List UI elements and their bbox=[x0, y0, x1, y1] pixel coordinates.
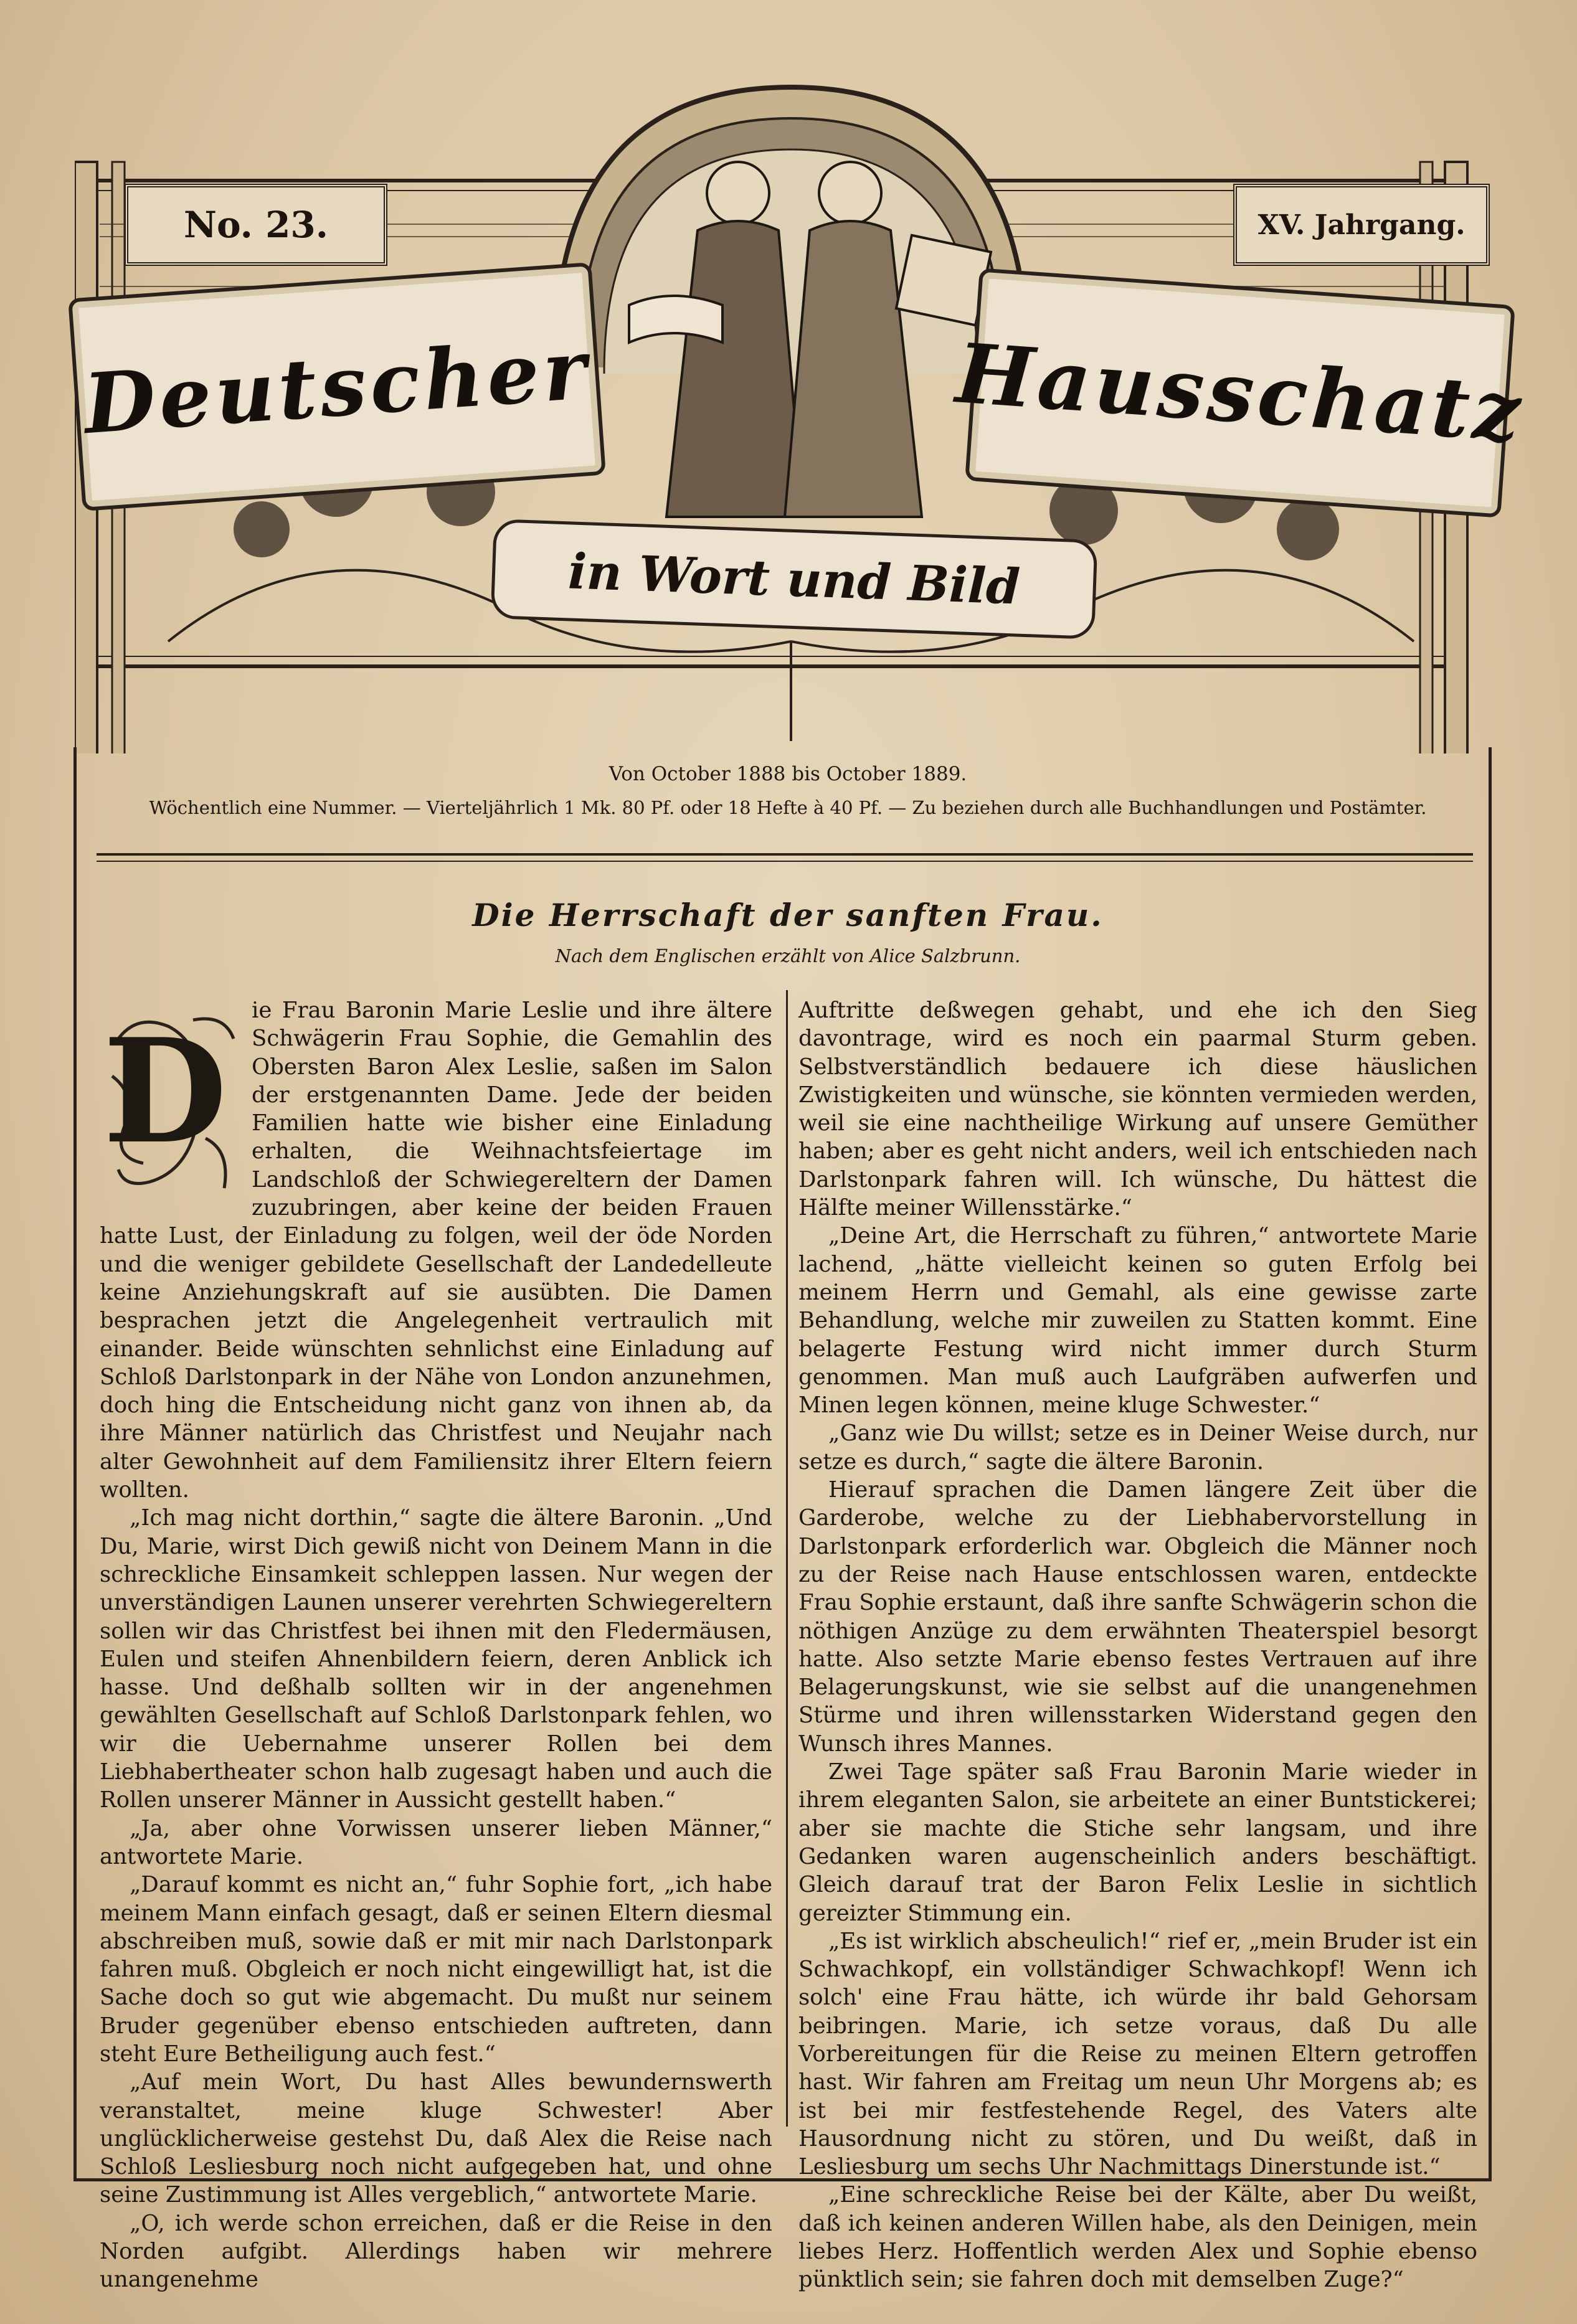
issue-number: No. 23. bbox=[184, 204, 328, 246]
left-paragraph-3: „Ja, aber ohne Vorwissen unserer lieben Männer,“ antwortete Marie. bbox=[100, 1815, 772, 1869]
right-paragraph-1: Auftritte deßwegen gehabt, und ehe ich den Sieg davontrage, wird es noch ein paarmal Sturm geben. Selbstverständlich bedauere ich diese häuslichen Zwistigkeiten und wünsche, sie könnten vermieden werden, weil sie eine nachtheilige Wirkung auf unsere Gemüther haben; aber es geht nicht anders, weil ich entschieden nach Darlstonpark fahren will. Ich wünsche, Du hättest die Hälfte meiner Willensstärke.“ bbox=[798, 998, 1477, 1221]
left-paragraph-1: ie Frau Baronin Marie Leslie und ihre ältere Schwägerin Frau Sophie, die Gemahlin des Obersten Baron Alex Leslie, saßen im Salon der erstgenannten Dame. Jede der beiden Familien hatte wie bisher eine Einladung erhalten, die Weihnachtsfeiertage im Landschloß der Schwiegereltern der Damen zuzubringen, aber keine der beiden Frauen hatte Lust, der Einladung zu folgen, weil der öde Norden und die weniger gebildete Gesellschaft der Landedelleute keine Anziehungskraft auf sie ausübten. Die Damen besprachen jetzt die Angelegenheit vertraulich mit einander. Beide wünschten sehnlichst eine Einladung auf Schloß Darlstonpark in der Nähe von London anzunehmen, doch hing die Entscheidung nicht ganz von ihnen ab, da ihre Männer natürlich das Christfest und Neujahr nach alter Gewohnheit auf dem Familiensitz ihrer Eltern feiern wollten. bbox=[100, 998, 772, 1503]
title-right: Hausschatz bbox=[953, 324, 1527, 461]
subtitle: in Wort und Bild bbox=[567, 542, 1021, 616]
left-paragraph-5: „Auf mein Wort, Du hast Alles bewundernswerth veranstaltet, meine kluge Schwester! Aber unglücklicherweise gestehst Du, daß Alex die Reise nach Schloß Lesliesburg noch nicht aufgegeben hat, und ohne seine Zustimmung ist Alles vergeblich,“ antwortete Marie. bbox=[100, 2069, 772, 2208]
article-column-right bbox=[798, 996, 1477, 2294]
right-paragraph-4: Hierauf sprachen die Damen längere Zeit über die Garderobe, welche zu der Liebhabervorstellung in Darlstonpark erforderlich war. Obgleich die Männer noch zu der Reise nach Hause entschlossen waren, entdeckte Frau Sophie erstaunt, daß ihre sanfte Schwägerin schon die nöthigen Anzüge zu dem erwähnten Theaterspiel besorgt hatte. Also setzte Marie ebenso festes Vertrauen auf ihre Belagerungskunst, wie sie selbst auf die unangenehmen Stürme und ihren willensstarken Widerstand gegen den Wunsch ihres Mannes. bbox=[798, 1477, 1477, 1757]
issue-number-box bbox=[125, 184, 387, 266]
page-border-left bbox=[73, 747, 77, 2180]
title-banner-left bbox=[68, 262, 606, 511]
subscription-text: Wöchentlich eine Nummer. — Vierteljährlich 1 Mk. 80 Pf. oder 18 Hefte à 40 Pf. — Zu beziehen durch alle Buchhandlungen und Postämter. bbox=[149, 797, 1427, 818]
masthead bbox=[75, 81, 1527, 753]
right-paragraph-6: „Es ist wirklich abscheulich!“ rief er, „mein Bruder ist ein Schwachkopf, ein vollständiger Schwachkopf! Wenn ich solch' eine Frau hätte, ich würde ihr bald Gehorsam beibringen. Marie, ich setze voraus, daß Du alle Vorbereitungen für die Reise zu meinen Eltern getroffen hast. Wir fahren am Freitag um neun Uhr Morgens ab; es ist bei mir festfestehende Regel, des Vaters alte Hausordnung nicht zu stören, und Du weißt, daß in Lesliesburg um sechs Uhr Nachmittags Dinerstunde ist.“ bbox=[798, 1928, 1477, 2180]
subscription-info bbox=[100, 797, 1476, 818]
volume-label: XV. Jahrgang. bbox=[1257, 209, 1466, 241]
drop-cap-ornament bbox=[100, 1001, 243, 1201]
drop-cap-letter: D bbox=[103, 1008, 227, 1176]
page-border-right bbox=[1489, 747, 1492, 2180]
article-title: Die Herrschaft der sanften Frau. bbox=[472, 897, 1104, 933]
period-text: Von October 1888 bis October 1889. bbox=[609, 763, 967, 785]
title-banner-right bbox=[953, 268, 1527, 517]
left-paragraph-6: „O, ich werde schon erreichen, daß er die Reise in den Norden aufgibt. Allerdings haben wir mehrere unangenehme bbox=[100, 2210, 772, 2293]
article-byline: Nach dem Englischen erzählt von Alice Salzbrunn. bbox=[555, 945, 1021, 966]
right-paragraph-2: „Deine Art, die Herrschaft zu führen,“ antwortete Marie lachend, „hätte vielleicht keinen so guten Erfolg bei meinem Herrn und Gemahl, als eine gewisse zarte Behandlung, welche mir zuweilen zu Statten kommt. Eine belagerte Festung wird nicht immer durch Sturm genommen. Man muß auch Laufgräben aufwerfen und Minen legen können, meine kluge Schwester.“ bbox=[798, 1223, 1477, 1419]
header-rule-bottom bbox=[97, 861, 1473, 862]
article-column-left bbox=[100, 996, 772, 2294]
subtitle-banner bbox=[491, 519, 1098, 640]
title-left: Deutscher bbox=[80, 321, 594, 453]
left-paragraph-4: „Darauf kommt es nicht an,“ fuhr Sophie fort, „ich habe meinem Mann einfach gesagt, daß er seinen Eltern diesmal abschreiben muß, sowie daß er mit mir nach Darlstonpark fahren muß. Obgleich er noch nicht eingewilligt hat, ist die Sache doch so gut wie abgemacht. Du mußt nur seinem Bruder gegenüber ebenso entschieden auftreten, dann steht Eure Betheiligung auch fest.“ bbox=[100, 1872, 772, 2067]
right-paragraph-7: „Eine schreckliche Reise bei der Kälte, aber Du weißt, daß ich keinen anderen Willen habe, als den Deinigen, mein liebes Herz. Hoffentlich werden Alex und Sophie ebenso pünktlich sein; sie fahren doch mit demselben Zuge?“ bbox=[798, 2182, 1477, 2293]
column-divider bbox=[786, 990, 788, 2127]
left-paragraph-2: „Ich mag nicht dorthin,“ sagte die ältere Baronin. „Und Du, Marie, wirst Dich gewiß nicht von Deinem Mann in die schreckliche Einsamkeit schleppen lassen. Nur wegen der unverständigen Launen unserer verehrten Schwiegereltern sollen wir das Christfest bei ihnen mit den Fledermäusen, Eulen und steifen Ahnenbildern feiern, deren Anblick ich hasse. Und deßhalb sollten wir in der angenehmen gewählten Gesellschaft auf Schloß Darlstonpark fehlen, wo wir die Uebernahme unserer Rollen bei dem Liebhabertheater schon halb zugesagt haben und auch die Rollen unserer Männer in Aussicht gestellt haben.“ bbox=[100, 1505, 772, 1813]
right-paragraph-3: „Ganz wie Du willst; setze es in Deiner Weise durch, nur setze es durch,“ sagte die ältere Baronin. bbox=[798, 1420, 1477, 1475]
right-paragraph-5: Zwei Tage später saß Frau Baronin Marie wieder in ihrem eleganten Salon, sie arbeitete an einer Buntstickerei; aber sie machte die Stiche sehr langsam, und ihre Gedanken waren augenscheinlich anders beschäftigt. Gleich darauf trat der Baron Felix Leslie in sichtlich gereizter Stimmung ein. bbox=[798, 1759, 1477, 1926]
publication-period bbox=[100, 763, 1476, 785]
drop-cap bbox=[100, 1001, 243, 1201]
volume-box bbox=[1233, 184, 1490, 266]
header-rule-top bbox=[97, 853, 1473, 856]
